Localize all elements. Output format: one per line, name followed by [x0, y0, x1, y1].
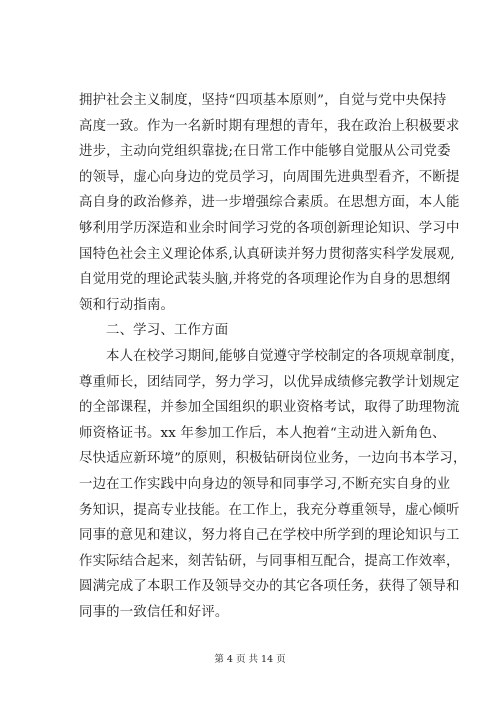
- text-line: 高自身的政治修养，进一步增强综合素质。在思想方面，本人能: [79, 195, 460, 211]
- text-line: 同事的一致信任和好评。: [79, 604, 229, 620]
- text-line: 自觉用党的理论武装头脑,并将党的各项理论作为自身的思想纲: [79, 272, 451, 288]
- text-line: 拥护社会主义制度，坚持“四项基本原则”，自觉与党中央保持: [79, 93, 447, 108]
- text-line: 够利用学历深造和业余时间学习党的各项创新理论知识、学习中: [79, 220, 460, 236]
- text-line: 务知识，提高专业技能。在工作上，我充分尊重领导，虚心倾听: [79, 502, 460, 518]
- text-line: 同事的意见和建议，努力将自己在学校中所学到的理论知识与工: [79, 528, 460, 544]
- text-line: 作实际结合起来，刻苦钻研，与同事相互配合，提高工作效率，: [79, 553, 460, 569]
- text-line: 国特色社会主义理论体系,认真研读并努力贯彻落实科学发展观,: [79, 246, 455, 262]
- text-line: 的全部课程，并参加全国组织的职业资格考试，取得了助理物流: [79, 400, 460, 416]
- text-line: 师资格证书。xx 年参加工作后，本人抱着“主动进入新角色、: [79, 425, 446, 441]
- text-line: 本人在校学习期间,能够自觉遵守学校制定的各项规章制度，: [106, 348, 464, 364]
- text-line: 的领导，虚心向身边的党员学习，向周围先进典型看齐，不断提: [79, 169, 460, 185]
- text-line: 领和行动指南。: [79, 297, 175, 313]
- text-line: 一边在工作实践中向身边的领导和同事学习,不断充实自身的业: [79, 476, 451, 492]
- text-line: 高度一致。作为一名新时期有理想的青年，我在政治上积极要求: [79, 118, 460, 134]
- document-body: [79, 88, 467, 625]
- text-line: 圆满完成了本职工作及领导交办的其它各项任务，获得了领导和: [79, 579, 460, 595]
- text-line: 进步，主动向党组织靠拢;在日常工作中能够自觉服从公司党委: [79, 144, 451, 160]
- section-heading: 二、学习、工作方面: [106, 323, 229, 339]
- text-line: 尊重师长，团结同学，努力学习，以优异成绩修完教学计划规定: [79, 374, 460, 390]
- text-line: 尽快适应新环境”的原则，积极钻研岗位业务，一边向书本学习，: [79, 451, 467, 467]
- page-footer: 第 4 页 共 14 页: [214, 654, 286, 665]
